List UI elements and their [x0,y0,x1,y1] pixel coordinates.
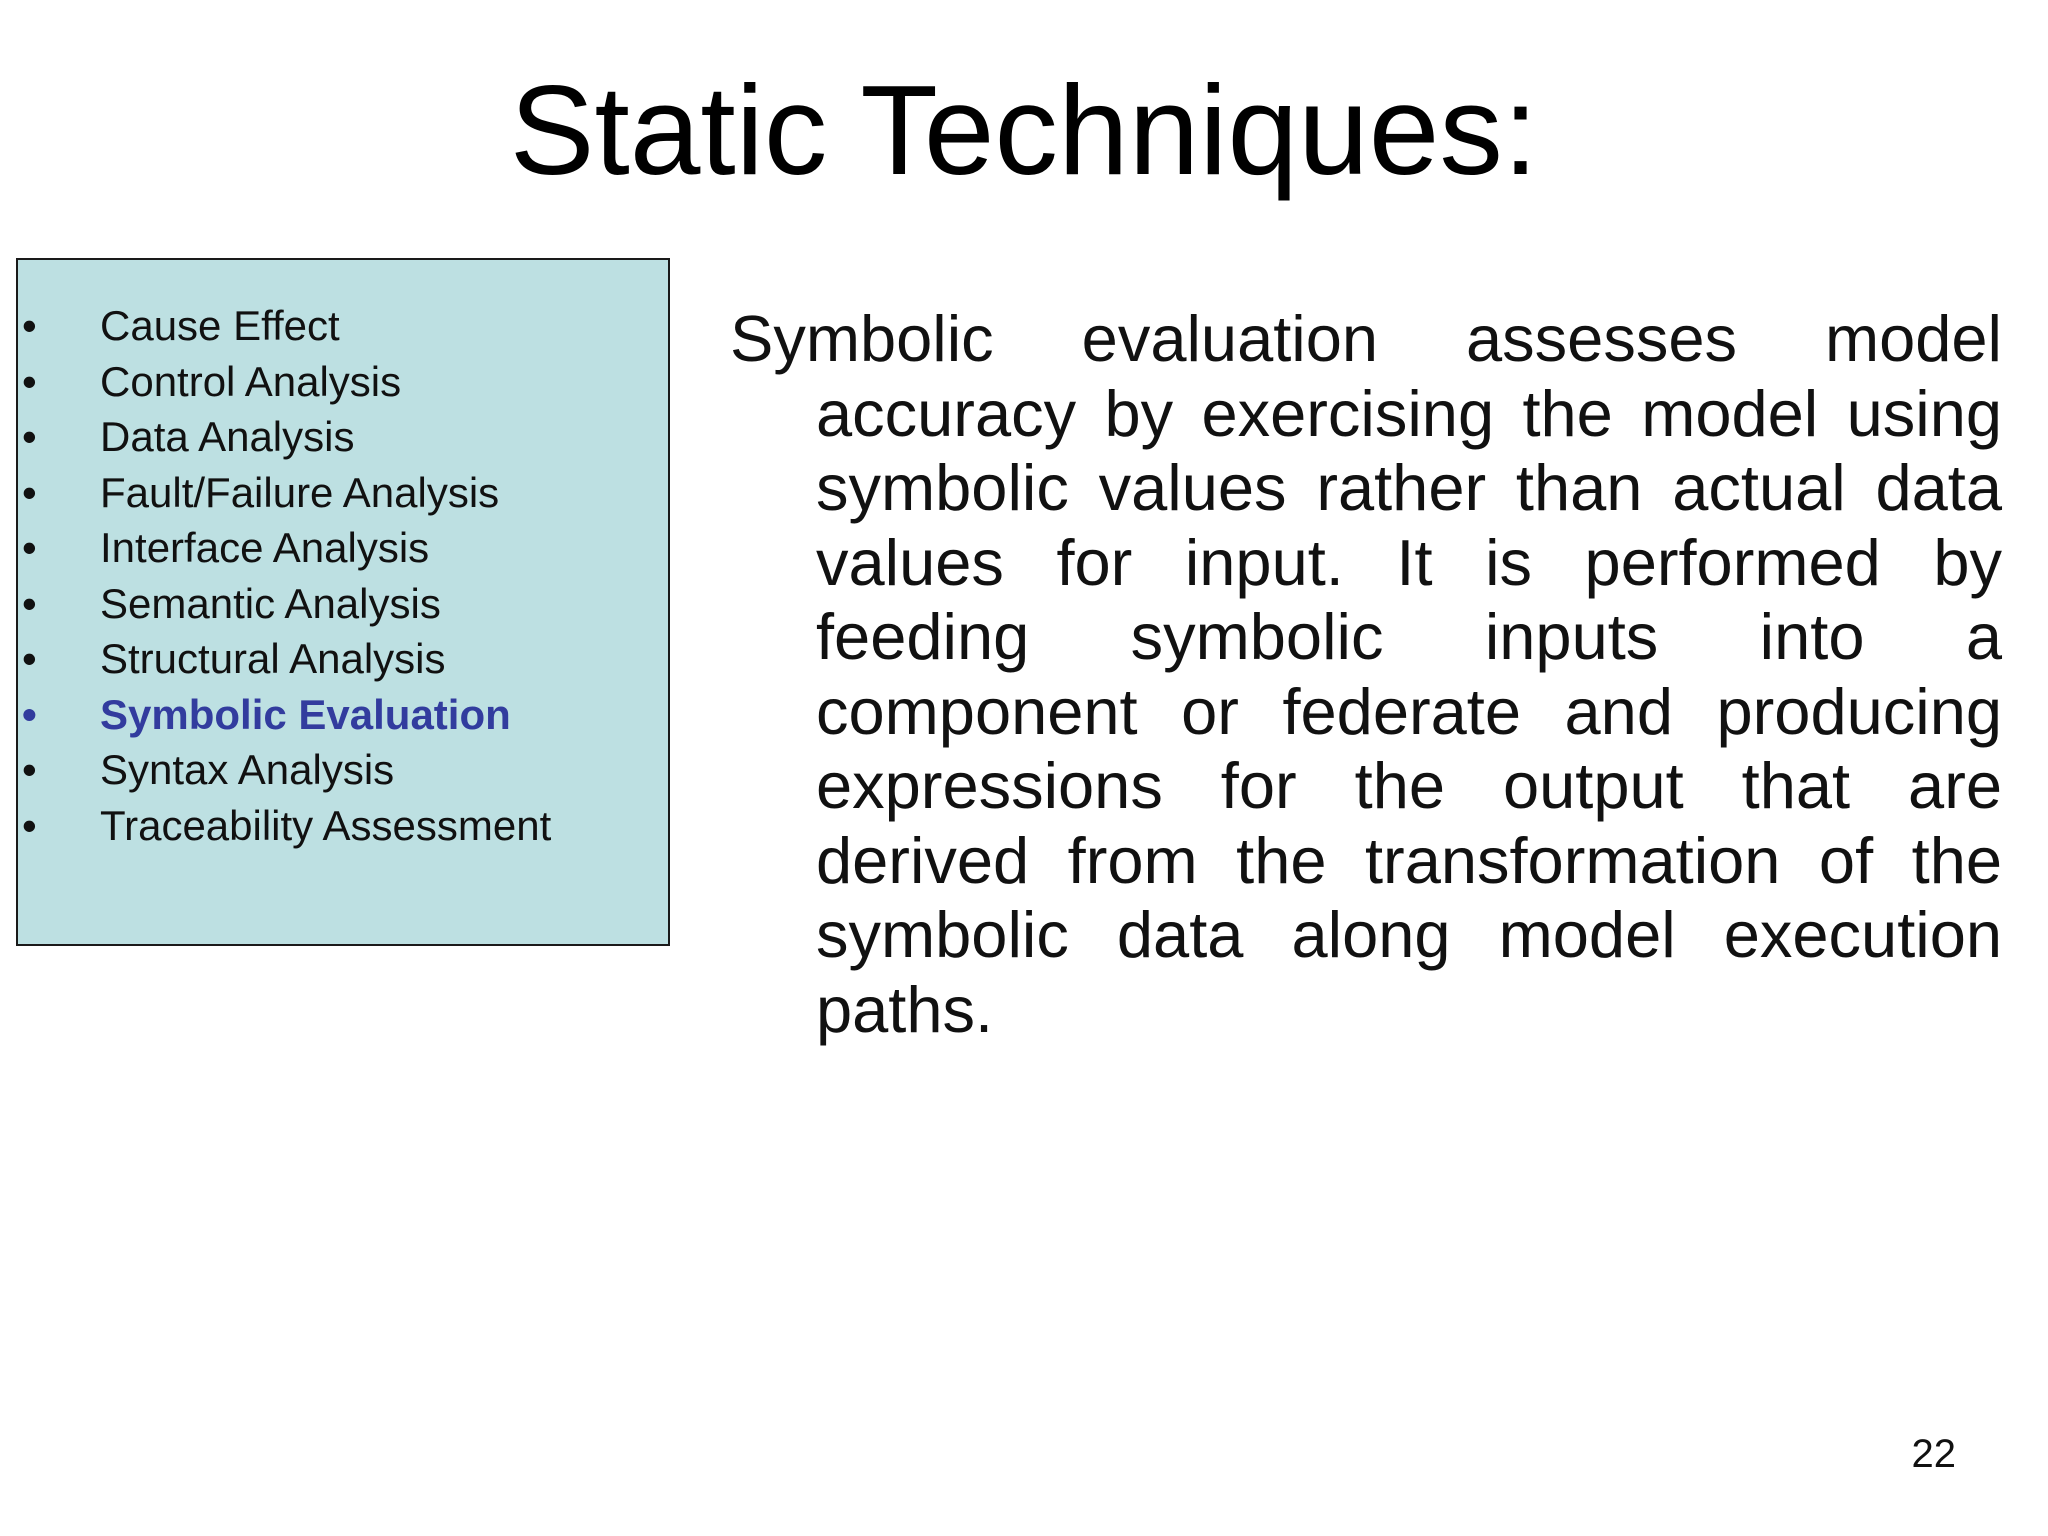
technique-list [18,298,668,853]
technique-item-syntax-analysis [18,742,668,798]
bullet-marker: • [22,524,37,571]
bullet-marker: • [22,801,37,849]
bullet-marker: • [22,690,37,738]
bullet-marker: • [22,746,37,793]
technique-item-symbolic-evaluation [18,687,668,743]
technique-label: Interface Analysis [100,524,430,571]
bullet-marker: • [22,413,37,460]
technique-item-semantic-analysis [18,576,668,632]
technique-item-control-analysis [18,354,668,410]
technique-label: Traceability Assessment [100,801,552,849]
technique-list-box [16,258,670,946]
technique-item-traceability-assessment [18,798,668,854]
technique-item-fault-failure-analysis [18,465,668,521]
description-text: Symbolic evaluation assesses model accuracy by exercising the model using symbolic values rather than actual data values for input. It is performed by feeding symbolic inputs into a component or federate and producing expressions for the output that are derived from the transformation of the symbolic data along model execution paths. [730,302,2002,1046]
technique-label: Semantic Analysis [100,579,441,627]
bullet-marker: • [22,302,37,349]
technique-label: Cause Effect [100,302,340,349]
technique-item-cause-effect [18,298,668,354]
technique-label-active: Symbolic Evaluation [100,690,511,738]
technique-label: Syntax Analysis [100,746,395,793]
page-number: 22 [1911,1432,1956,1476]
bullet-marker: • [22,468,37,516]
technique-item-data-analysis [18,409,668,465]
bullet-marker: • [22,579,37,627]
slide-title: Static Techniques: [509,59,1539,201]
technique-item-structural-analysis [18,631,668,687]
technique-label: Data Analysis [100,413,355,460]
bullet-marker: • [22,635,37,682]
technique-label: Control Analysis [100,357,402,405]
technique-label: Structural Analysis [100,635,446,682]
technique-item-interface-analysis [18,520,668,576]
technique-label: Fault/Failure Analysis [100,468,500,516]
bullet-marker: • [22,357,37,405]
